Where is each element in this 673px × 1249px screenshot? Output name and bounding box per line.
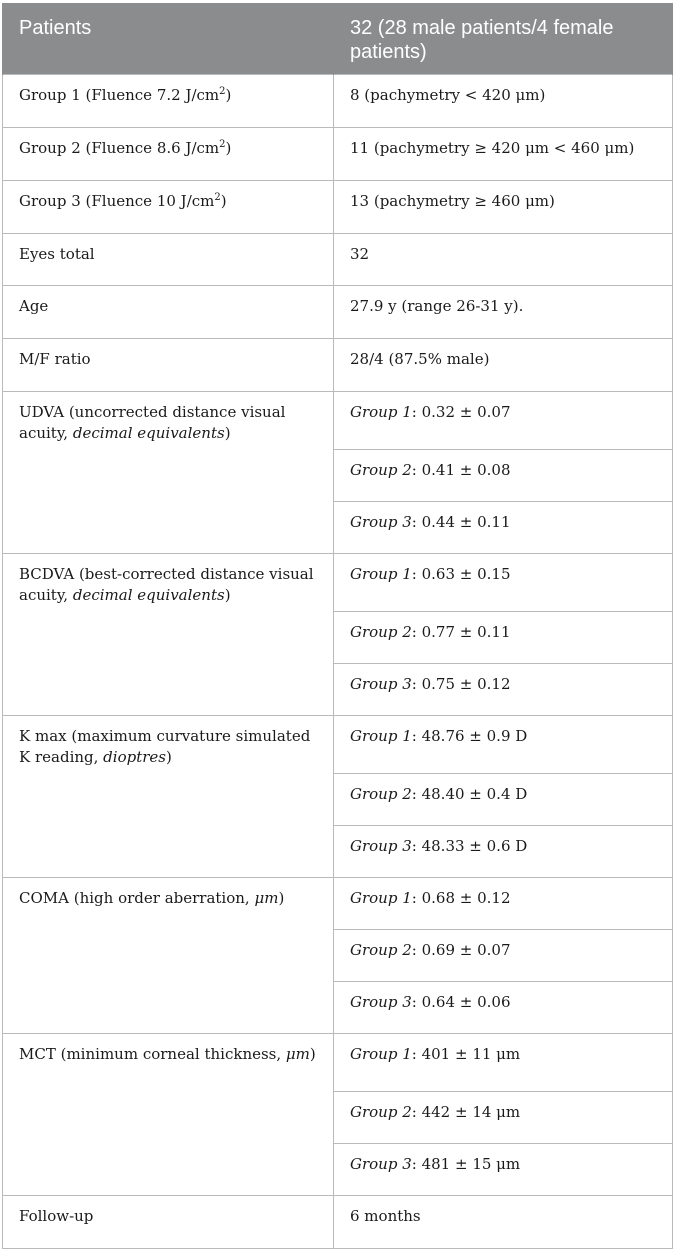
row-value-kmax-group2: Group 2: 48.40 ± 0.4 D	[334, 774, 673, 826]
row-label-mct: MCT (minimum corneal thickness, μm)	[3, 1034, 334, 1196]
row-value-udva-group2: Group 2: 0.41 ± 0.08	[334, 450, 673, 502]
row-label-eyes: Eyes total	[3, 234, 334, 286]
row-label-group1: Group 1 (Fluence 7.2 $J/cm^2$)	[3, 75, 334, 128]
row-value-mct-group1: Group 1: 401 ± 11 μm	[334, 1034, 673, 1092]
row-label-mf-ratio: M/F ratio	[3, 339, 334, 392]
row-value-group1: 8 (pachymetry < 420 μm)	[334, 75, 673, 128]
table-row	[3, 234, 673, 286]
patient-characteristics-table	[2, 3, 673, 1249]
table-row	[3, 392, 673, 450]
table-row	[3, 75, 673, 128]
row-value-coma-group1: Group 1: 0.68 ± 0.12	[334, 878, 673, 930]
row-value-udva-group1: Group 1: 0.32 ± 0.07	[334, 392, 673, 450]
table-row	[3, 181, 673, 234]
table-row	[3, 1196, 673, 1249]
row-label-udva: UDVA (uncorrected distance visual acuity, decimal equivalents)	[3, 392, 334, 554]
row-value-eyes: 32	[334, 234, 673, 286]
row-value-bcdva-group2: Group 2: 0.77 ± 0.11	[334, 612, 673, 664]
header-patient-count: 32 (28 male patients/4 female patients)	[334, 3, 673, 75]
row-label-coma: COMA (high order aberration, μm)	[3, 878, 334, 1034]
row-value-kmax-group1: Group 1: 48.76 ± 0.9 D	[334, 716, 673, 774]
table-row	[3, 878, 673, 930]
row-label-group3: Group 3 (Fluence 10 $J/cm^2$)	[3, 181, 334, 234]
table-row	[3, 128, 673, 181]
row-label-group2: Group 2 (Fluence 8.6 $J/cm^2$)	[3, 128, 334, 181]
table-row	[3, 286, 673, 339]
row-label-followup: Follow-up	[3, 1196, 334, 1249]
header-patients: Patients	[3, 3, 334, 75]
row-value-coma-group2: Group 2: 0.69 ± 0.07	[334, 930, 673, 982]
row-label-bcdva: BCDVA (best-corrected distance visual acuity, decimal equivalents)	[3, 554, 334, 716]
row-value-mct-group3: Group 3: 481 ± 15 μm	[334, 1144, 673, 1196]
row-value-udva-group3: Group 3: 0.44 ± 0.11	[334, 502, 673, 554]
row-label-age: Age	[3, 286, 334, 339]
row-value-kmax-group3: Group 3: 48.33 ± 0.6 D	[334, 826, 673, 878]
row-value-bcdva-group3: Group 3: 0.75 ± 0.12	[334, 664, 673, 716]
row-value-bcdva-group1: Group 1: 0.63 ± 0.15	[334, 554, 673, 612]
row-value-group3: 13 (pachymetry ≥ 460 μm)	[334, 181, 673, 234]
table-row	[3, 716, 673, 774]
row-value-mf-ratio: 28/4 (87.5% male)	[334, 339, 673, 392]
table-row	[3, 339, 673, 392]
row-value-group2: 11 (pachymetry ≥ 420 μm < 460 μm)	[334, 128, 673, 181]
row-value-coma-group3: Group 3: 0.64 ± 0.06	[334, 982, 673, 1034]
table-row	[3, 554, 673, 612]
row-label-kmax: K max (maximum curvature simulated K reading, dioptres)	[3, 716, 334, 878]
table-row	[3, 1034, 673, 1092]
table-header-row	[3, 3, 673, 75]
row-value-mct-group2: Group 2: 442 ± 14 μm	[334, 1092, 673, 1144]
row-value-followup: 6 months	[334, 1196, 673, 1249]
row-value-age: 27.9 y (range 26-31 y).	[334, 286, 673, 339]
